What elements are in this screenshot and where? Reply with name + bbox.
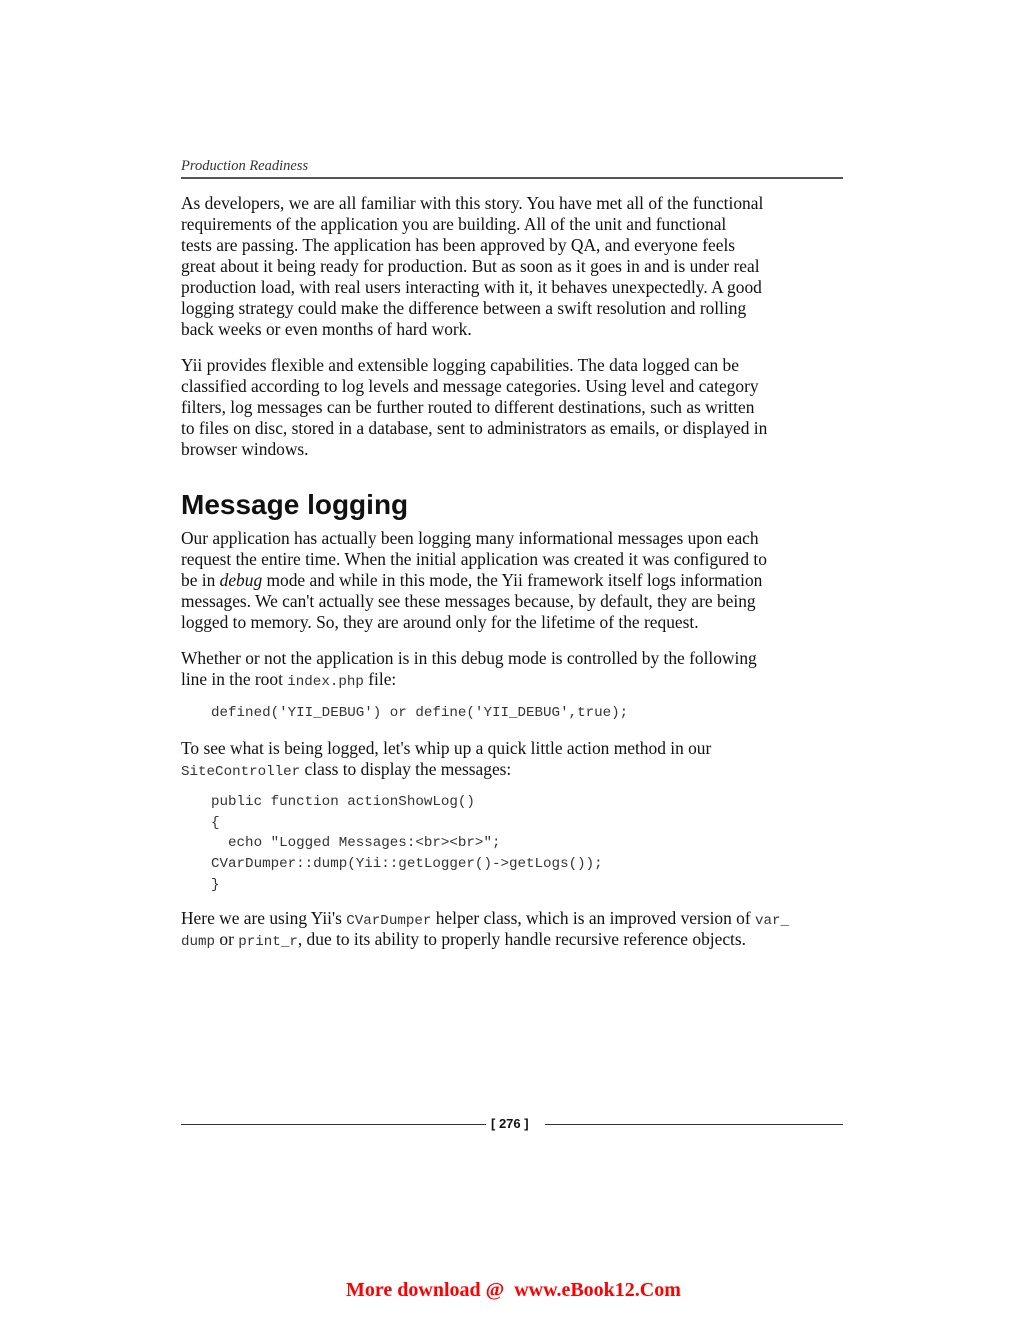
text: helper class, which is an improved version of — [431, 908, 755, 928]
text-line: Yii provides flexible and extensible logging capabilities. The data logged can be — [181, 355, 739, 375]
header-rule — [181, 177, 843, 179]
text-line: Our application has actually been logging many informational messages upon each — [181, 528, 759, 548]
text-line: browser windows. — [181, 439, 309, 459]
emphasis: debug — [219, 570, 263, 590]
footer-rule-left — [181, 1124, 486, 1125]
inline-code: CVarDumper — [346, 913, 432, 929]
page-number: [ 276 ] — [491, 1116, 529, 1131]
text-line: classified according to log levels and message categories. Using level and category — [181, 376, 759, 396]
text-line: logging strategy could make the difference between a swift resolution and rolling — [181, 298, 747, 318]
code-line: public function actionShowLog() — [211, 794, 475, 810]
page-footer — [181, 1115, 843, 1133]
paragraph-cvardumper — [181, 908, 851, 950]
code-block-debug: defined('YII_DEBUG') or define('YII_DEBUG',true); — [211, 705, 629, 721]
text-line: logged to memory. So, they are around only for the lifetime of the request. — [181, 612, 699, 632]
inline-code: var_ — [754, 913, 790, 929]
text-line: Whether or not the application is in this debug mode is controlled by the following — [181, 648, 757, 668]
text-line: filters, log messages can be further routed to different destinations, such as written — [181, 397, 755, 417]
text-line: to files on disc, stored in a database, sent to administrators as emails, or displayed in — [181, 418, 768, 438]
text-line — [181, 669, 851, 690]
text-line: back weeks or even months of hard work. — [181, 319, 472, 339]
code-line: CVarDumper::dump(Yii::getLogger()->getLogs()); — [211, 856, 603, 873]
text: , due to its ability to properly handle recursive reference objects. — [297, 929, 746, 949]
text: file: — [363, 669, 397, 689]
text-line: requirements of the application you are building. All of the unit and functional — [181, 214, 727, 234]
text-line — [181, 759, 851, 780]
section-heading: Message logging — [181, 489, 409, 520]
inline-code: dump — [181, 934, 216, 950]
inline-code: SiteController — [181, 764, 301, 780]
text-line: tests are passing. The application has been approved by QA, and everyone feels — [181, 235, 736, 255]
text-line: production load, with real users interacting with it, it behaves unexpectedly. A good — [181, 277, 762, 297]
text-line: To see what is being logged, let's whip up a quick little action method in our — [181, 738, 712, 758]
paragraph-index-php — [181, 648, 851, 690]
inline-code: index.php — [287, 674, 364, 690]
text-line — [181, 570, 851, 591]
text-line: great about it being ready for production. But as soon as it goes in and is under real — [181, 256, 760, 276]
text-line: As developers, we are all familiar with this story. You have met all of the functional — [181, 193, 764, 213]
text: mode and while in this mode, the Yii framework itself logs information — [262, 570, 763, 590]
text-line: request the entire time. When the initial application was created it was configured to — [181, 549, 767, 569]
text-line: messages. We can't actually see these messages because, by default, they are being — [181, 591, 756, 611]
code-line: } — [211, 876, 220, 893]
text: line in the root — [181, 669, 288, 689]
code-line: echo "Logged Messages:<br><br>"; — [211, 835, 501, 852]
text: or — [215, 929, 239, 949]
paragraph-debug-mode — [181, 528, 851, 633]
running-header: Production Readiness — [181, 158, 309, 174]
text: class to display the messages: — [300, 759, 512, 779]
paragraph-yii-logging — [181, 355, 851, 460]
code-line: { — [211, 814, 220, 831]
paragraph-site-controller — [181, 738, 851, 780]
paragraph-intro — [181, 193, 851, 340]
inline-code: print_r — [238, 934, 298, 950]
code-block-action — [211, 792, 603, 895]
text-line — [181, 929, 851, 950]
promo-watermark-text: More download @ www.eBook12.Com — [346, 1279, 681, 1301]
text-line — [181, 908, 851, 929]
text: Here we are using Yii's — [181, 908, 347, 928]
text: be in — [181, 570, 220, 590]
footer-rule-right — [545, 1124, 843, 1125]
